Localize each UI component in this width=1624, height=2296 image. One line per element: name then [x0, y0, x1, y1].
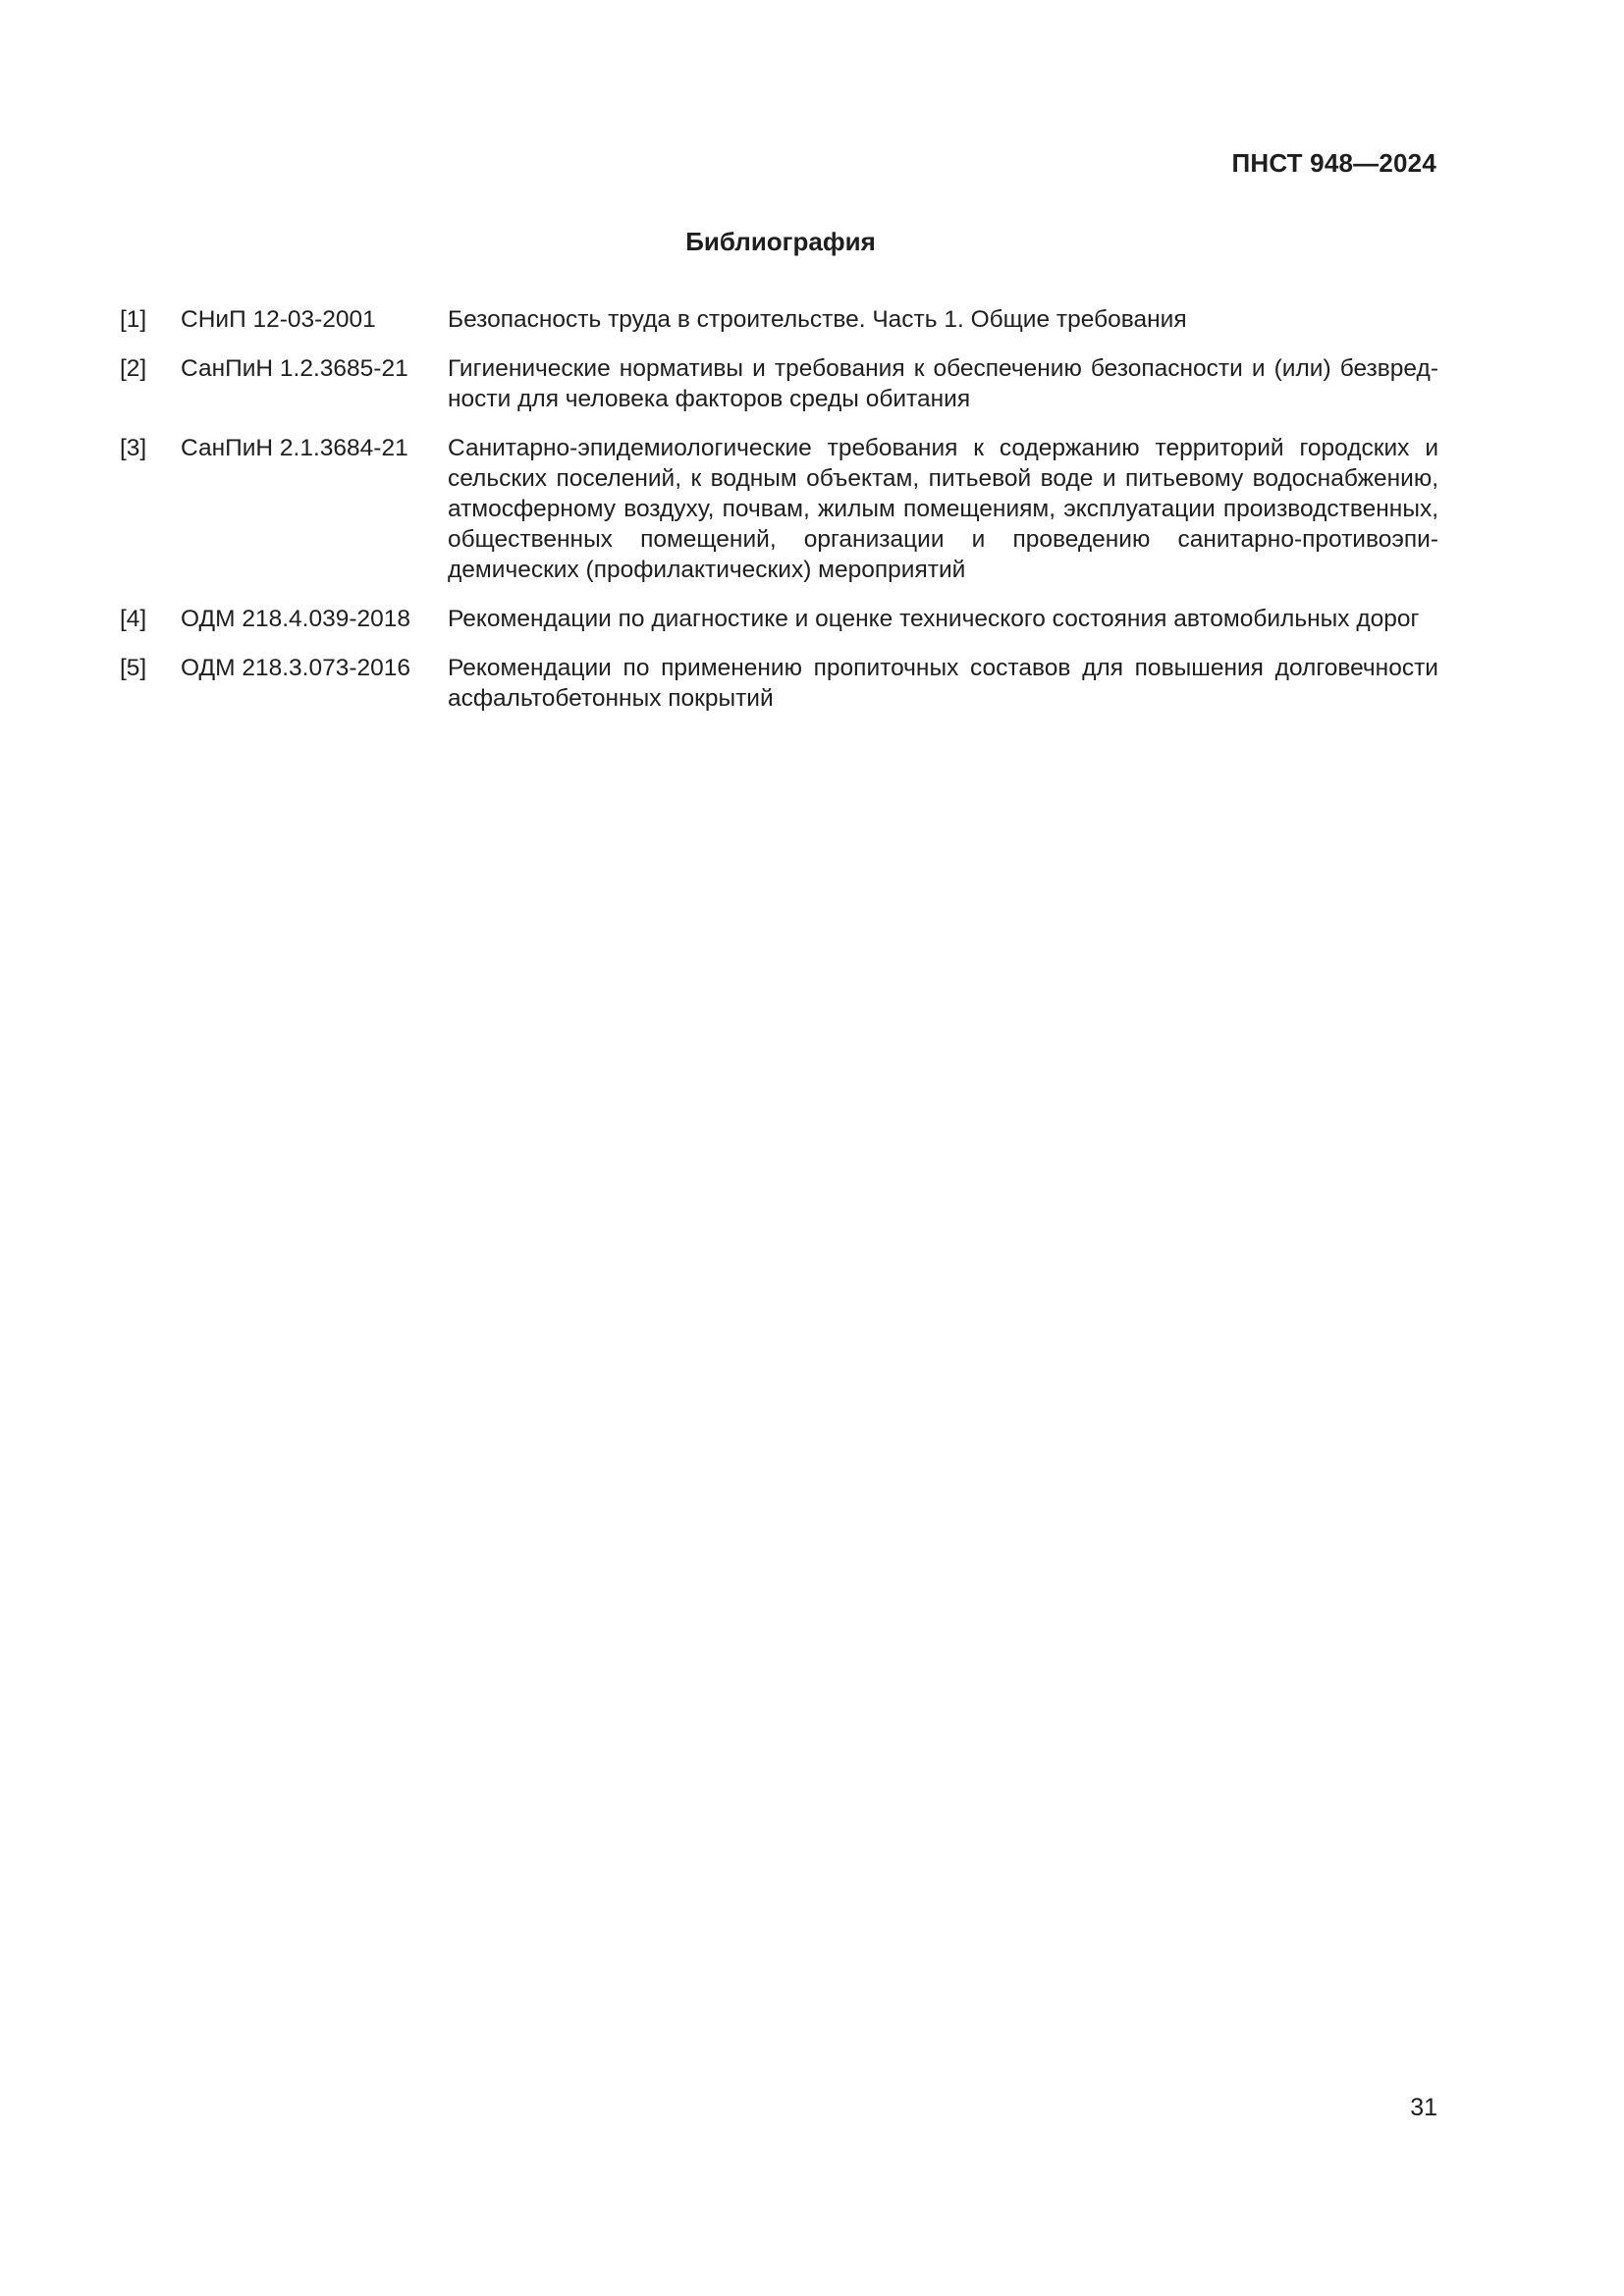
entry-code: СНиП 12-03-2001	[181, 306, 376, 333]
entry-title: Рекомендации по применению пропиточных составов для повышения долговечности асфальтобетонных покрытий	[448, 655, 1438, 712]
entry-title: Безопасность труда в строительстве. Часть 1. Общие требования	[448, 306, 1187, 333]
entry-number: [4]	[120, 606, 147, 632]
section-title: Библиография	[685, 227, 876, 256]
entry-title: Санитарно-эпидемиологические требования к содержанию территорий городских и сельских поселений, к водным объектам, питьевой воде и питьевому водоснабжению, атмосферному воздуху, почвам, жилым помещениям, эксплуатации производственных, общественных помещений, организации и проведению санитарно-противоэпидемических (профилактических) мероприятий	[448, 435, 1438, 583]
bibliography-entry	[120, 304, 1438, 335]
bibliography-entry	[120, 604, 1438, 634]
entry-code: ОДМ 218.4.039-2018	[181, 606, 410, 632]
bibliography-entry	[120, 353, 1438, 414]
document-code: ПНСТ 948—2024	[1231, 148, 1436, 178]
entry-code: СанПиН 2.1.3684-21	[181, 435, 408, 461]
page-number: 31	[1410, 2094, 1437, 2121]
entry-number: [1]	[120, 306, 147, 333]
entry-number: [2]	[120, 355, 147, 382]
entry-code: СанПиН 1.2.3685-21	[181, 355, 408, 382]
entry-title: Гигиенические нормативы и требования к обеспечению безопасности и (или) безвредности для человека факторов среды обитания	[448, 355, 1438, 412]
bibliography-list	[120, 304, 1438, 732]
entry-code: ОДМ 218.3.073-2016	[181, 655, 410, 681]
entry-title: Рекомендации по диагностике и оценке технического состояния автомобильных дорог	[448, 606, 1420, 632]
entry-number: [3]	[120, 435, 147, 461]
entry-number: [5]	[120, 655, 147, 681]
bibliography-entry	[120, 433, 1438, 585]
bibliography-entry	[120, 653, 1438, 714]
